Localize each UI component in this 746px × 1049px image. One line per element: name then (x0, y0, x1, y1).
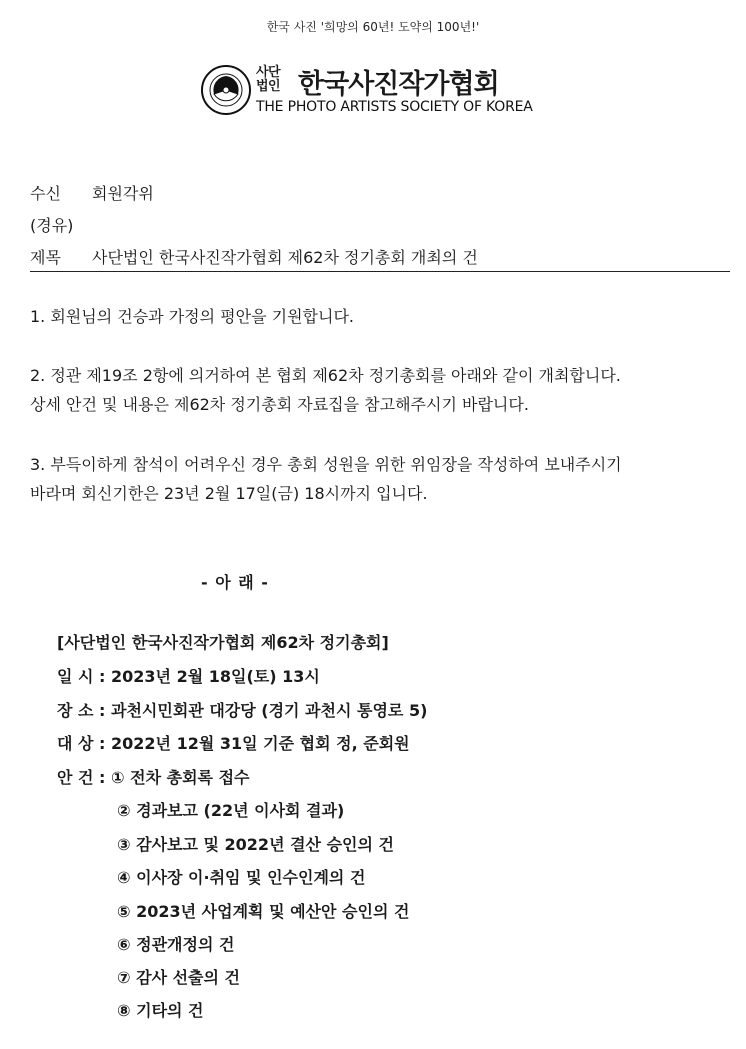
subject-row (30, 245, 478, 268)
subject-label: 제목 (30, 248, 61, 267)
org-prefix-bottom: 법인 (256, 79, 281, 94)
paragraph-3-line-1: 3. 부득이하게 참석이 어려우신 경우 총회 성원을 위한 위임장을 작성하여 보내주시기 (30, 455, 622, 474)
meeting-title: [사단법인 한국사진작가협회 제62차 정기총회] (57, 633, 389, 652)
paragraph-1: 1. 회원님의 건승과 가정의 평안을 기원합니다. (30, 307, 354, 326)
meeting-date: 일 시 : 2023년 2월 18일(토) 13시 (57, 667, 320, 686)
org-prefix (256, 66, 280, 94)
header-divider (30, 271, 730, 272)
via-label: (경유) (30, 216, 74, 235)
agenda-item: ⑧ 기타의 건 (117, 1001, 204, 1020)
recipient-row (30, 181, 154, 204)
org-seal-logo (200, 64, 252, 120)
org-name-english: THE PHOTO ARTISTS SOCIETY OF KOREA (256, 99, 533, 115)
recipient-label: 수신 (30, 184, 61, 203)
agenda-item: ④ 이사장 이·취임 및 인수인계의 건 (117, 868, 366, 887)
paragraph-3-line-2: 바라며 회신기한은 23년 2월 17일(금) 18시까지 입니다. (30, 484, 428, 503)
org-prefix-top: 사단 (256, 65, 281, 80)
agenda-item: ① 전차 총회록 접수 (111, 768, 250, 787)
meeting-target: 대 상 : 2022년 12월 31일 기준 협회 정, 준회원 (57, 734, 410, 753)
meeting-place: 장 소 : 과천시민회관 대강당 (경기 과천시 통영로 5) (57, 701, 428, 720)
agenda-item: ⑦ 감사 선출의 건 (117, 968, 240, 987)
agenda-row-1 (57, 765, 249, 788)
paragraph-2-line-2: 상세 안건 및 내용은 제62차 정기총회 자료집을 참고해주시기 바랍니다. (30, 395, 529, 414)
subject-value: 사단법인 한국사진작가협회 제62차 정기총회 개최의 건 (92, 248, 478, 267)
agenda-label: 안 건 : (57, 768, 112, 787)
paragraph-2-line-1: 2. 정관 제19조 2항에 의거하여 본 협회 제62차 정기총회를 아래와 같이 개최합니다. (30, 366, 621, 385)
notice-heading: - 아 래 - (201, 573, 269, 592)
recipient-value: 회원각위 (92, 184, 154, 203)
via-row (30, 213, 73, 236)
agenda-item: ② 경과보고 (22년 이사회 결과) (117, 801, 345, 820)
agenda-item: ⑥ 정관개정의 건 (117, 935, 235, 954)
tagline: 한국 사진 '희망의 60년! 도약의 100년!' (266, 20, 480, 34)
org-name-korean: 한국사진작가협회 (298, 69, 499, 100)
agenda-item: ③ 감사보고 및 2022년 결산 승인의 건 (117, 835, 394, 854)
agenda-item: ⑤ 2023년 사업계획 및 예산안 승인의 건 (117, 902, 410, 921)
